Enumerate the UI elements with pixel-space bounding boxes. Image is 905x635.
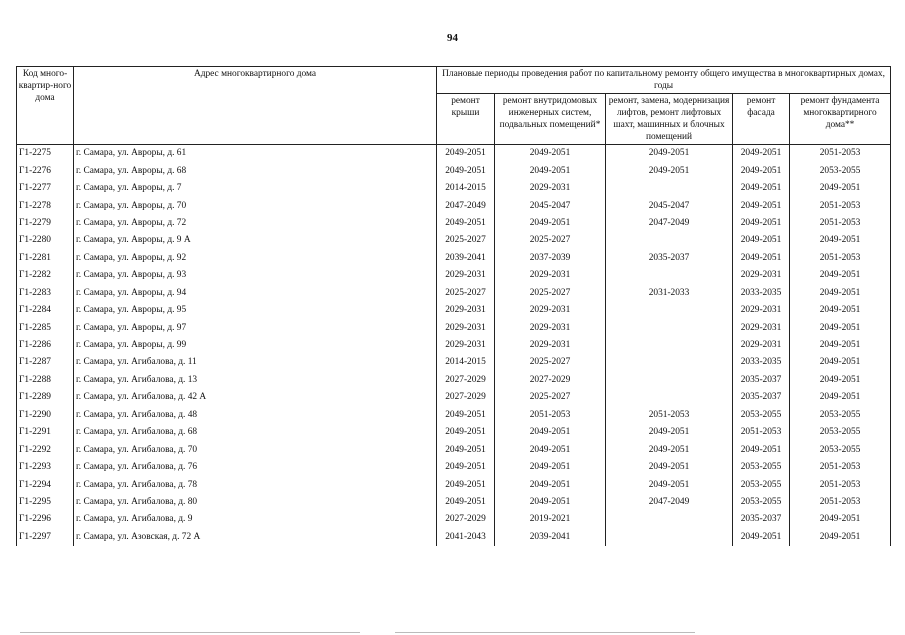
header-elevators: ремонт, замена, модернизация лифтов, ремонт лифтовых шахт, машинных и блочных помещений — [606, 94, 733, 145]
cell-elevators — [606, 232, 733, 249]
cell-roof: 2025-2027 — [437, 232, 495, 249]
cell-systems: 2049-2051 — [495, 215, 606, 232]
cell-facade: 2049-2051 — [733, 215, 790, 232]
cell-code: Г1-2275 — [17, 145, 74, 163]
cell-facade: 2051-2053 — [733, 424, 790, 441]
cell-foundation: 2051-2053 — [790, 476, 891, 493]
cell-elevators — [606, 319, 733, 336]
header-code: Код много-квартир-ного дома — [17, 67, 74, 145]
cell-systems: 2049-2051 — [495, 441, 606, 458]
cell-foundation: 2049-2051 — [790, 511, 891, 528]
cell-address: г. Самара, ул. Авроры, д. 7 — [74, 180, 437, 197]
cell-address: г. Самара, ул. Агибалова, д. 9 — [74, 511, 437, 528]
table-row — [17, 215, 891, 232]
table-row — [17, 494, 891, 511]
header-address: Адрес многоквартирного дома — [74, 67, 437, 145]
cell-code: Г1-2296 — [17, 511, 74, 528]
table-row — [17, 459, 891, 476]
cell-elevators — [606, 267, 733, 284]
table-header — [17, 67, 891, 145]
cell-address: г. Самара, ул. Агибалова, д. 70 — [74, 441, 437, 458]
cell-roof: 2049-2051 — [437, 459, 495, 476]
cell-roof: 2029-2031 — [437, 267, 495, 284]
cell-address: г. Самара, ул. Авроры, д. 95 — [74, 302, 437, 319]
table-row — [17, 180, 891, 197]
cell-address: г. Самара, ул. Авроры, д. 72 — [74, 215, 437, 232]
cell-code: Г1-2290 — [17, 407, 74, 424]
cell-systems: 2025-2027 — [495, 389, 606, 406]
cell-foundation: 2051-2053 — [790, 145, 891, 163]
cell-elevators — [606, 529, 733, 546]
table-row — [17, 441, 891, 458]
cell-roof: 2049-2051 — [437, 215, 495, 232]
cell-systems: 2049-2051 — [495, 494, 606, 511]
cell-address: г. Самара, ул. Авроры, д. 92 — [74, 250, 437, 267]
table-row — [17, 197, 891, 214]
header-facade: ремонт фасада — [733, 94, 790, 145]
cell-facade: 2049-2051 — [733, 250, 790, 267]
table-row — [17, 529, 891, 546]
cell-address: г. Самара, ул. Авроры, д. 70 — [74, 197, 437, 214]
cell-systems: 2029-2031 — [495, 302, 606, 319]
table-row — [17, 302, 891, 319]
cell-elevators: 2049-2051 — [606, 441, 733, 458]
cell-foundation: 2049-2051 — [790, 354, 891, 371]
page-number: 94 — [447, 32, 458, 44]
cell-foundation: 2051-2053 — [790, 250, 891, 267]
cell-code: Г1-2293 — [17, 459, 74, 476]
cell-systems: 2025-2027 — [495, 232, 606, 249]
table-body — [17, 145, 891, 547]
table-row — [17, 319, 891, 336]
cell-elevators: 2049-2051 — [606, 162, 733, 179]
table-row — [17, 511, 891, 528]
cell-foundation: 2053-2055 — [790, 424, 891, 441]
cell-facade: 2029-2031 — [733, 319, 790, 336]
table-row — [17, 337, 891, 354]
cell-roof: 2049-2051 — [437, 476, 495, 493]
cell-foundation: 2051-2053 — [790, 494, 891, 511]
cell-systems: 2045-2047 — [495, 197, 606, 214]
cell-foundation: 2049-2051 — [790, 232, 891, 249]
cell-facade: 2035-2037 — [733, 372, 790, 389]
cell-elevators — [606, 302, 733, 319]
cell-foundation: 2053-2055 — [790, 407, 891, 424]
cell-facade: 2035-2037 — [733, 511, 790, 528]
table-row — [17, 250, 891, 267]
cell-elevators — [606, 511, 733, 528]
cell-roof: 2014-2015 — [437, 180, 495, 197]
cell-foundation: 2049-2051 — [790, 389, 891, 406]
cell-systems: 2049-2051 — [495, 145, 606, 163]
cell-systems: 2029-2031 — [495, 319, 606, 336]
cell-elevators: 2047-2049 — [606, 494, 733, 511]
cell-systems: 2037-2039 — [495, 250, 606, 267]
cell-address: г. Самара, ул. Авроры, д. 9 А — [74, 232, 437, 249]
table-row — [17, 232, 891, 249]
table-row — [17, 285, 891, 302]
header-roof: ремонт крыши — [437, 94, 495, 145]
cell-code: Г1-2282 — [17, 267, 74, 284]
cell-code: Г1-2281 — [17, 250, 74, 267]
cell-code: Г1-2292 — [17, 441, 74, 458]
cell-code: Г1-2294 — [17, 476, 74, 493]
cell-roof: 2027-2029 — [437, 389, 495, 406]
cell-elevators: 2049-2051 — [606, 424, 733, 441]
cell-roof: 2049-2051 — [437, 441, 495, 458]
cell-address: г. Самара, ул. Авроры, д. 93 — [74, 267, 437, 284]
cell-facade: 2033-2035 — [733, 285, 790, 302]
cell-facade: 2049-2051 — [733, 232, 790, 249]
cell-code: Г1-2276 — [17, 162, 74, 179]
cell-roof: 2049-2051 — [437, 145, 495, 163]
cell-address: г. Самара, ул. Агибалова, д. 78 — [74, 476, 437, 493]
cell-systems: 2039-2041 — [495, 529, 606, 546]
cell-systems: 2049-2051 — [495, 162, 606, 179]
table-row — [17, 389, 891, 406]
cell-roof: 2049-2051 — [437, 494, 495, 511]
cell-code: Г1-2291 — [17, 424, 74, 441]
cell-roof: 2047-2049 — [437, 197, 495, 214]
cell-foundation: 2051-2053 — [790, 459, 891, 476]
cell-code: Г1-2279 — [17, 215, 74, 232]
cell-foundation: 2049-2051 — [790, 337, 891, 354]
cell-roof: 2029-2031 — [437, 302, 495, 319]
cell-code: Г1-2277 — [17, 180, 74, 197]
cell-facade: 2049-2051 — [733, 180, 790, 197]
cell-address: г. Самара, ул. Азовская, д. 72 А — [74, 529, 437, 546]
cell-roof: 2049-2051 — [437, 162, 495, 179]
cell-address: г. Самара, ул. Агибалова, д. 11 — [74, 354, 437, 371]
cell-elevators: 2049-2051 — [606, 476, 733, 493]
cell-address: г. Самара, ул. Агибалова, д. 76 — [74, 459, 437, 476]
cell-elevators — [606, 337, 733, 354]
cell-facade: 2053-2055 — [733, 476, 790, 493]
cell-elevators: 2045-2047 — [606, 197, 733, 214]
cell-code: Г1-2289 — [17, 389, 74, 406]
cell-facade: 2053-2055 — [733, 407, 790, 424]
cell-foundation: 2051-2053 — [790, 197, 891, 214]
cell-facade: 2049-2051 — [733, 529, 790, 546]
cell-systems: 2051-2053 — [495, 407, 606, 424]
cell-systems: 2029-2031 — [495, 180, 606, 197]
scan-artifact-line — [20, 632, 360, 633]
cell-code: Г1-2295 — [17, 494, 74, 511]
cell-facade: 2053-2055 — [733, 494, 790, 511]
cell-elevators: 2049-2051 — [606, 459, 733, 476]
cell-address: г. Самара, ул. Авроры, д. 94 — [74, 285, 437, 302]
cell-foundation: 2049-2051 — [790, 285, 891, 302]
cell-code: Г1-2288 — [17, 372, 74, 389]
cell-code: Г1-2280 — [17, 232, 74, 249]
cell-address: г. Самара, ул. Агибалова, д. 80 — [74, 494, 437, 511]
cell-foundation: 2049-2051 — [790, 267, 891, 284]
table-row — [17, 407, 891, 424]
table-row — [17, 162, 891, 179]
cell-facade: 2053-2055 — [733, 459, 790, 476]
cell-elevators — [606, 389, 733, 406]
cell-systems: 2029-2031 — [495, 267, 606, 284]
cell-facade: 2035-2037 — [733, 389, 790, 406]
cell-systems: 2025-2027 — [495, 285, 606, 302]
cell-systems: 2025-2027 — [495, 354, 606, 371]
cell-roof: 2041-2043 — [437, 529, 495, 546]
cell-address: г. Самара, ул. Авроры, д. 61 — [74, 145, 437, 163]
cell-roof: 2029-2031 — [437, 337, 495, 354]
table-row — [17, 476, 891, 493]
cell-code: Г1-2297 — [17, 529, 74, 546]
cell-roof: 2027-2029 — [437, 372, 495, 389]
cell-foundation: 2049-2051 — [790, 372, 891, 389]
cell-code: Г1-2287 — [17, 354, 74, 371]
cell-facade: 2049-2051 — [733, 145, 790, 163]
cell-roof: 2049-2051 — [437, 424, 495, 441]
cell-elevators: 2049-2051 — [606, 145, 733, 163]
cell-elevators: 2047-2049 — [606, 215, 733, 232]
cell-code: Г1-2286 — [17, 337, 74, 354]
cell-elevators — [606, 354, 733, 371]
cell-elevators — [606, 372, 733, 389]
cell-systems: 2049-2051 — [495, 476, 606, 493]
cell-facade: 2029-2031 — [733, 267, 790, 284]
cell-roof: 2014-2015 — [437, 354, 495, 371]
cell-facade: 2033-2035 — [733, 354, 790, 371]
cell-elevators: 2035-2037 — [606, 250, 733, 267]
table-row — [17, 372, 891, 389]
cell-elevators — [606, 180, 733, 197]
cell-foundation: 2049-2051 — [790, 319, 891, 336]
cell-foundation: 2051-2053 — [790, 215, 891, 232]
cell-address: г. Самара, ул. Авроры, д. 99 — [74, 337, 437, 354]
cell-systems: 2027-2029 — [495, 372, 606, 389]
cell-systems: 2049-2051 — [495, 424, 606, 441]
cell-code: Г1-2283 — [17, 285, 74, 302]
cell-address: г. Самара, ул. Агибалова, д. 68 — [74, 424, 437, 441]
header-planned-periods: Плановые периоды проведения работ по капитальному ремонту общего имущества в многоквартирных домах, годы — [437, 67, 891, 94]
table-row — [17, 145, 891, 163]
cell-roof: 2029-2031 — [437, 319, 495, 336]
scan-artifact-line — [395, 632, 695, 633]
cell-address: г. Самара, ул. Авроры, д. 97 — [74, 319, 437, 336]
cell-facade: 2049-2051 — [733, 441, 790, 458]
cell-code: Г1-2278 — [17, 197, 74, 214]
cell-foundation: 2049-2051 — [790, 180, 891, 197]
cell-facade: 2029-2031 — [733, 302, 790, 319]
cell-facade: 2049-2051 — [733, 162, 790, 179]
table-row — [17, 354, 891, 371]
table-row — [17, 267, 891, 284]
cell-facade: 2029-2031 — [733, 337, 790, 354]
cell-systems: 2049-2051 — [495, 459, 606, 476]
cell-foundation: 2053-2055 — [790, 441, 891, 458]
cell-address: г. Самара, ул. Агибалова, д. 42 А — [74, 389, 437, 406]
cell-code: Г1-2285 — [17, 319, 74, 336]
cell-elevators: 2031-2033 — [606, 285, 733, 302]
cell-foundation: 2049-2051 — [790, 529, 891, 546]
cell-foundation: 2049-2051 — [790, 302, 891, 319]
repair-schedule-table — [16, 66, 891, 546]
cell-roof: 2049-2051 — [437, 407, 495, 424]
table-row — [17, 424, 891, 441]
cell-address: г. Самара, ул. Агибалова, д. 48 — [74, 407, 437, 424]
cell-roof: 2039-2041 — [437, 250, 495, 267]
cell-address: г. Самара, ул. Агибалова, д. 13 — [74, 372, 437, 389]
cell-code: Г1-2284 — [17, 302, 74, 319]
cell-systems: 2019-2021 — [495, 511, 606, 528]
header-systems: ремонт внутридомовых инженерных систем, подвальных помещений* — [495, 94, 606, 145]
cell-elevators: 2051-2053 — [606, 407, 733, 424]
cell-foundation: 2053-2055 — [790, 162, 891, 179]
header-foundation: ремонт фундамента многоквартирного дома** — [790, 94, 891, 145]
cell-address: г. Самара, ул. Авроры, д. 68 — [74, 162, 437, 179]
cell-facade: 2049-2051 — [733, 197, 790, 214]
cell-systems: 2029-2031 — [495, 337, 606, 354]
cell-roof: 2027-2029 — [437, 511, 495, 528]
cell-roof: 2025-2027 — [437, 285, 495, 302]
